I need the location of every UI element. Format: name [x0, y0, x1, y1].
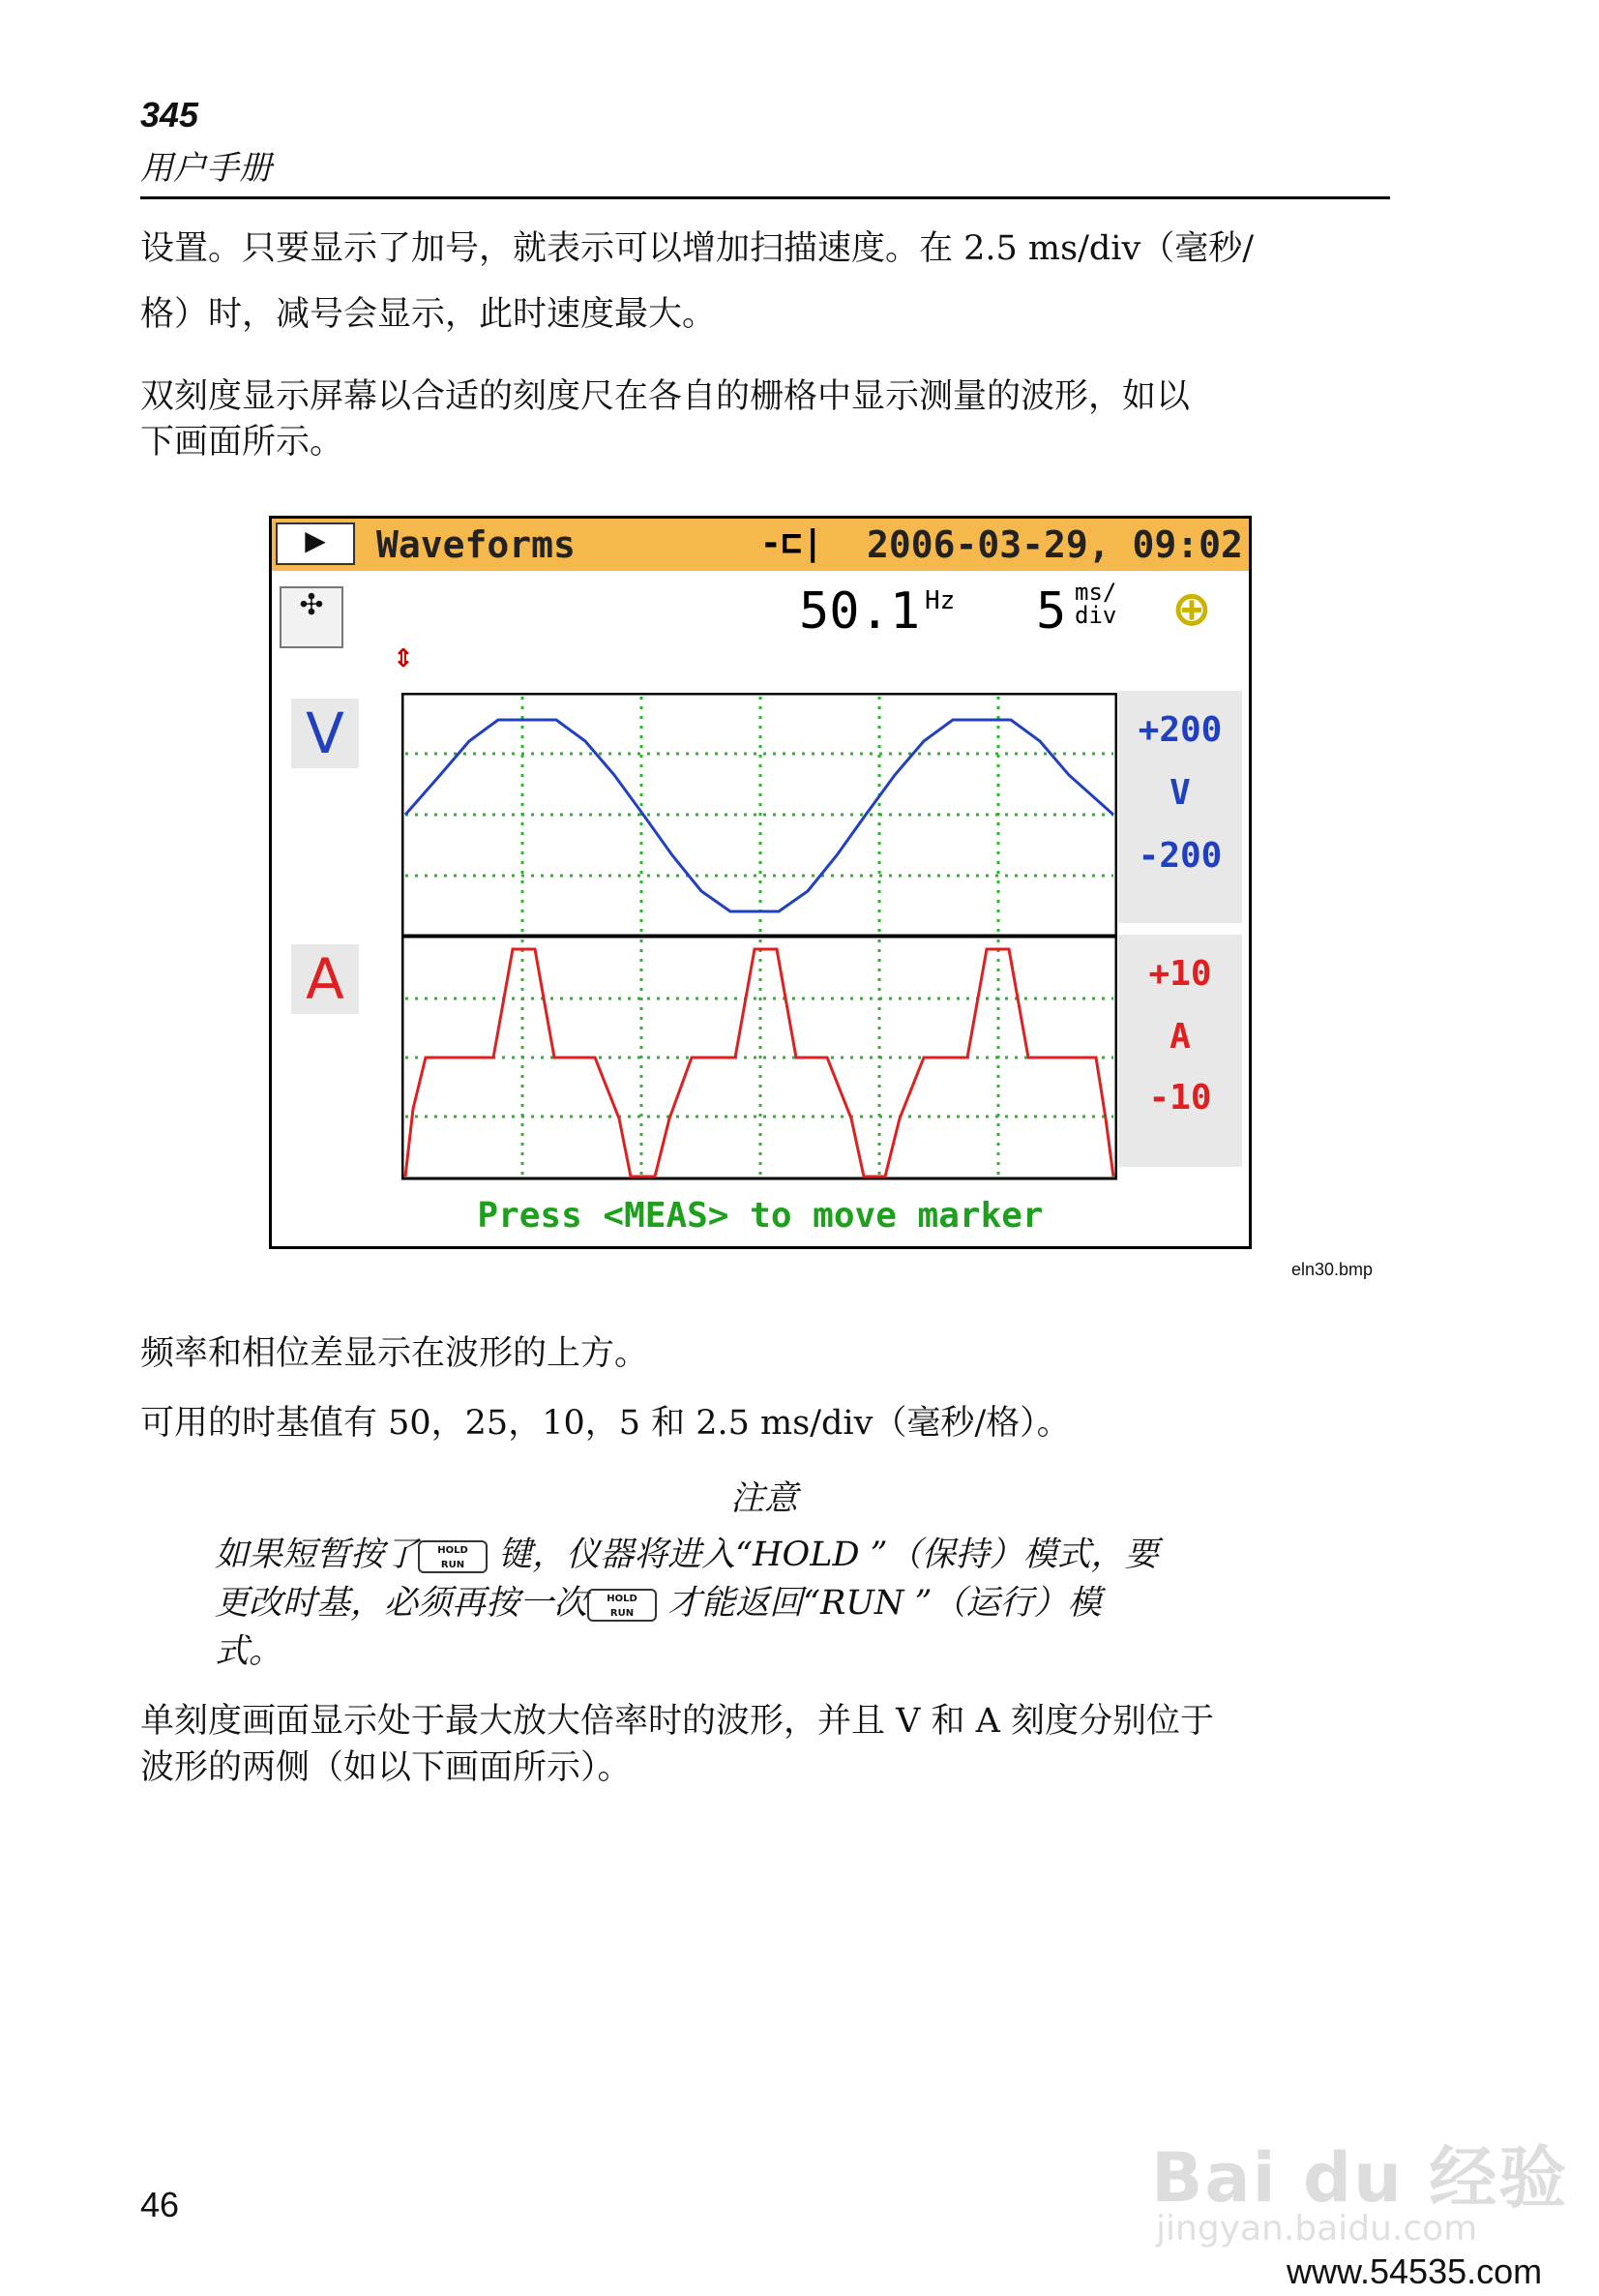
- figure-ref: eln30.bmp: [1291, 1260, 1374, 1279]
- scale-a: [1118, 935, 1242, 1167]
- note-line-3: 式。: [215, 1632, 283, 1671]
- timebase-value: 5: [1036, 582, 1067, 641]
- paragraph-line: 频率和相位差显示在波形的上方。: [140, 1334, 649, 1373]
- scale-a-bottom: -10: [1148, 1078, 1212, 1118]
- timebase-unit-bottom: div: [1075, 602, 1117, 629]
- note-line-1: [215, 1531, 1376, 1579]
- page-number: 46: [140, 2185, 180, 2224]
- screen-title: Waveforms: [376, 523, 576, 566]
- frequency-unit: Hz: [925, 586, 956, 615]
- scale-a-unit: A: [1170, 1017, 1191, 1057]
- note-text: 键，仪器将进入“HOLD ”（保持）模式，要: [488, 1536, 1159, 1574]
- scale-v-bottom: -200: [1138, 836, 1223, 876]
- header-rule: [140, 196, 1390, 199]
- paragraph-line: 波形的两侧（如以下画面所示）。: [140, 1748, 632, 1787]
- paragraph-line: 设置。只要显示了加号，就表示可以增加扫描速度。在 2.5 ms/div（毫秒/: [140, 229, 1255, 268]
- note-line-2: [215, 1579, 1376, 1627]
- screen-message: Press <MEAS> to move marker: [477, 1196, 1044, 1236]
- watermark-sub: jingyan.baidu.com: [1156, 2209, 1478, 2249]
- waveform-plot: [401, 693, 1117, 1180]
- scale-v-top: +200: [1138, 710, 1223, 750]
- meter-screen: [269, 516, 1252, 1249]
- note-text: 才能返回“RUN ”（运行）模: [657, 1584, 1102, 1623]
- plug-icon: -⊏|: [760, 523, 824, 563]
- paragraph-line: 双刻度显示屏幕以合适的刻度尺在各自的栅格中显示测量的波形，如以: [140, 377, 1191, 416]
- note-text: 更改时基，必须再按一次: [215, 1584, 588, 1623]
- frequency-value: 50.1: [799, 582, 921, 641]
- watermark-site: www.54535.com: [1287, 2251, 1543, 2291]
- note-heading: 注意: [729, 1479, 798, 1518]
- hold-run-key-icon: HOLD RUN: [418, 1540, 488, 1573]
- timebase-unit-top: ms/: [1075, 579, 1117, 606]
- paragraph-line: 单刻度画面显示处于最大放大倍率时的波形，并且 V 和 A 刻度分别位于: [140, 1702, 1215, 1741]
- paragraph-line: 格）时，减号会显示，此时速度最大。: [140, 295, 717, 334]
- paragraph-line: 可用的时基值有 50，25，10，5 和 2.5 ms/div（毫秒/格）。: [140, 1404, 1071, 1443]
- hold-run-key-icon: HOLD RUN: [587, 1589, 657, 1622]
- zoom-icon[interactable]: ⊕: [1171, 581, 1212, 637]
- channel-label-v: V: [291, 699, 359, 768]
- note-text: 如果短暂按了: [215, 1536, 419, 1574]
- navigation-cross-icon[interactable]: ✣: [280, 586, 343, 648]
- watermark-logo: Bai du 经验: [1151, 2138, 1569, 2218]
- marker-icon[interactable]: ⇕: [393, 644, 414, 673]
- channel-label-a: A: [291, 944, 359, 1014]
- paragraph-line: 下画面所示。: [140, 423, 344, 462]
- scale-v: [1118, 691, 1242, 923]
- scale-a-top: +10: [1148, 954, 1212, 994]
- timebase-unit: [1075, 581, 1116, 627]
- datetime: 2006-03-29, 09:02: [867, 523, 1243, 566]
- scale-v-unit: V: [1170, 773, 1191, 813]
- menu-arrow-icon[interactable]: ▶: [276, 522, 355, 565]
- header-title: 用户手册: [140, 149, 272, 188]
- status-bar: [272, 519, 1249, 571]
- header-model: 345: [140, 95, 199, 134]
